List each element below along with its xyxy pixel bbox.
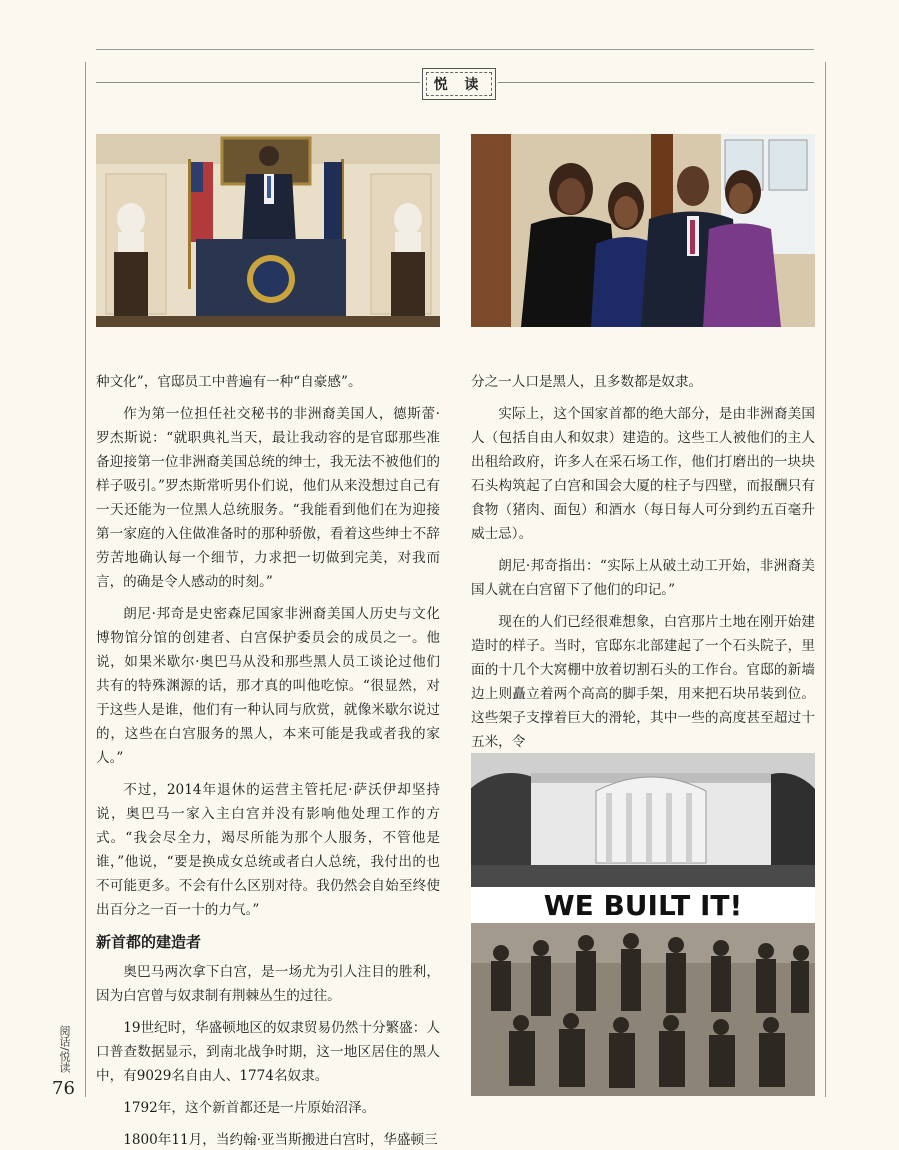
- photo-podium-speech: [96, 134, 440, 327]
- paragraph: 不过，2014年退休的运营主管托尼·萨沃伊却坚持说，奥巴马一家入主白宫并没有影响他处理工作的方式。“我会尽全力，竭尽所能为那个人服务，不管他是谁，”他说，“要是换成女总统或者白人总统，我付出的也不可能更多。不会有什么区别对待。我仍然会自始至终使出百分之一百一十的力气。”: [96, 782, 440, 918]
- header-rule-left: [96, 82, 420, 83]
- paragraph: 现在的人们已经很难想象，白宫那片土地在刚开始建造时的样子。当时，官邸东北部建起了一个石头院子，里面的十几个大窝棚中放着切割石头的工作台。官邸的新墙边上则矗立着两个高高的脚手架，用来把石块吊装到位。这些架子支撑着巨大的滑轮，其中一些的高度甚至超过十五米，令: [471, 614, 815, 750]
- paragraph: 1800年11月，当约翰·亚当斯搬进白宫时，华盛顿三: [123, 1132, 438, 1148]
- poster-caption: WE BUILT IT!: [543, 889, 743, 922]
- paragraph: 1792年，这个新首都还是一片原始沼泽。: [123, 1100, 376, 1116]
- magazine-side-label: 阅话/悦读: [58, 1025, 71, 1073]
- paragraph: 朗尼·邦奇是史密森尼国家非洲裔美国人历史与文化博物馆分馆的创建者、白宫保护委员会的成员之一。他说，如果米歇尔·奥巴马从没和那些黑人员工谈论过他们共有的特殊渊源的话，那才真的叫他吃惊。“很显然，对于这些人是谁，他们有一种认同与欣赏，就像米歇尔说过的，这些在白宫服务的黑人，本来可能是我或者我的家人。”: [96, 606, 440, 766]
- header-rule-right: [498, 82, 814, 83]
- section-title: 悦 读: [426, 72, 492, 96]
- paragraph: 奥巴马两次拿下白宫，是一场尤为引人注目的胜利，因为白宫曾与奴隶制有荆棘丛生的过往。: [96, 964, 440, 1004]
- paragraph: 作为第一位担任社交秘书的非洲裔美国人，德斯蕾·罗杰斯说：“就职典礼当天，最让我动容的是官邸那些准备迎接第一位非洲裔美国总统的绅士，我无法不被他们的样子吸引。”罗杰斯常听男仆们说，他们从来没想过自己有一天还能为一位黑人总统服务。“我能看到他们在为迎接第一家庭的入住做准备时的那种骄傲，看着这些绅士不辞劳苦地确认每一个细节，力求把一切做到完美，对我而言，的确是令人感动的时刻。”: [96, 406, 440, 590]
- right-border-line: [825, 62, 826, 1097]
- page-number: 76: [52, 1078, 75, 1099]
- paragraph: 种文化”，官邸员工中普遍有一种“自豪感”。: [96, 374, 362, 390]
- section-heading: 新首都的建造者: [96, 933, 202, 951]
- paragraph: 朗尼·邦奇指出：“实际上从破土动工开始，非洲裔美国人就在白宫留下了他们的印记。”: [471, 558, 815, 598]
- section-badge: [422, 68, 496, 100]
- paragraph: 实际上，这个国家首都的绝大部分，是由非洲裔美国人（包括自由人和奴隶）建造的。这些工人被他们的主人出租给政府，许多人在采石场工作，他们打磨出的一块块石头构筑起了白宫和国会大厦的柱子与四壁，而报酬只有食物（猪肉、面包）和酒水（每日每人可分到约五百毫升威士忌）。: [471, 406, 815, 542]
- right-text-column: [471, 370, 815, 762]
- paragraph: 分之一人口是黑人，且多数都是奴隶。: [471, 374, 703, 390]
- paragraph: 19世纪时，华盛顿地区的奴隶贸易仍然十分繁盛：人口普查数据显示，到南北战争时期，这一地区居住的黑人中，有9029名自由人、1774名奴隶。: [96, 1020, 440, 1084]
- left-text-column: [96, 370, 440, 1150]
- photo-family-portrait: [471, 134, 815, 327]
- left-border-line: [85, 62, 86, 1097]
- photo-we-built-it-poster: [471, 753, 815, 1096]
- top-rule: [96, 49, 814, 50]
